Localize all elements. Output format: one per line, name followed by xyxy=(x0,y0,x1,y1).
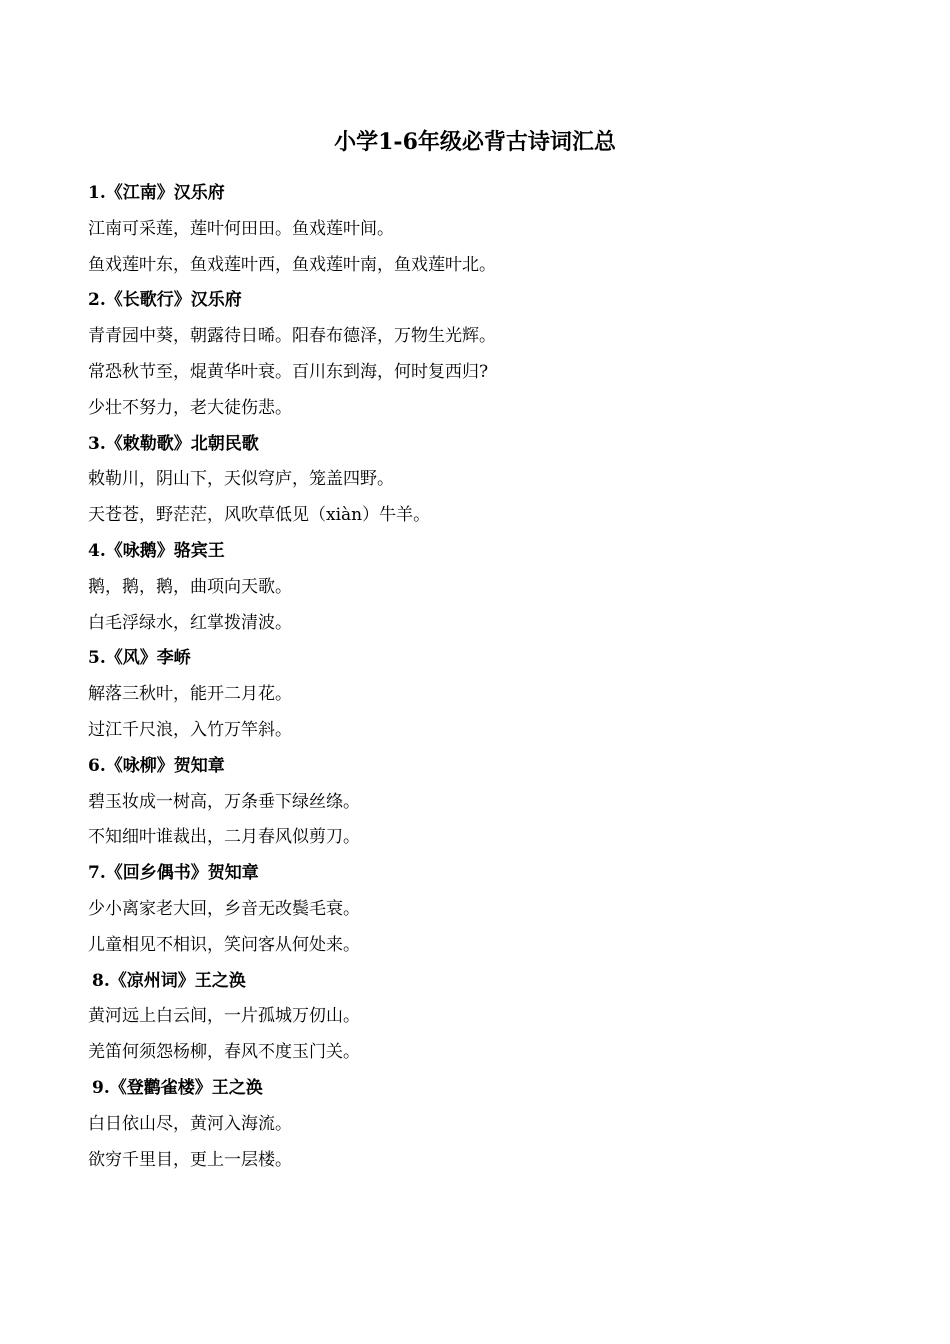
poem-line: 解落三秋叶，能开二月花。 xyxy=(88,684,292,705)
poem-2 xyxy=(88,283,888,426)
poem-8 xyxy=(88,964,888,1071)
poem-line: 天苍苍，野茫茫，风吹草低见（xiàn）牛羊。 xyxy=(88,505,431,526)
poem-line: 青青园中葵，朝露待日晞。阳春布德泽，万物生光辉。 xyxy=(88,326,496,347)
poem-line: 常恐秋节至，焜黄华叶衰。百川东到海，何时复西归? xyxy=(88,361,489,382)
poem-heading: 1.《江南》汉乐府 xyxy=(88,183,225,203)
poem-line: 白毛浮绿水，红掌拨清波。 xyxy=(88,612,292,633)
poem-line: 欲穷千里目，更上一层楼。 xyxy=(88,1149,292,1170)
poem-line: 少壮不努力，老大徒伤悲。 xyxy=(88,397,292,418)
poem-line: 敕勒川，阴山下，天似穹庐，笼盖四野。 xyxy=(88,469,394,490)
poem-line: 黄河远上白云间，一片孤城万仞山。 xyxy=(88,1006,360,1027)
poem-heading: 4.《咏鹅》骆宾王 xyxy=(88,540,225,561)
poem-line: 碧玉妆成一树高，万条垂下绿丝绦。 xyxy=(88,791,360,812)
poem-heading: 7.《回乡偶书》贺知章 xyxy=(88,863,259,884)
poem-line: 羌笛何须怨杨柳，春风不度玉门关。 xyxy=(88,1042,360,1063)
poem-heading: 9.《登鹳雀楼》王之涣 xyxy=(92,1077,263,1098)
poem-heading: 6.《咏柳》贺知章 xyxy=(88,755,225,776)
poem-line: 白日依山尽，黄河入海流。 xyxy=(88,1113,292,1134)
poem-7 xyxy=(88,856,888,963)
poem-line: 过江千尺浪，入竹万竿斜。 xyxy=(88,719,292,740)
document-title: 小学1-6年级必背古诗词汇总 xyxy=(334,129,616,155)
poem-heading: 3.《敕勒歌》北朝民歌 xyxy=(88,433,259,454)
poem-3 xyxy=(88,427,888,534)
poem-line: 江南可采莲，莲叶何田田。鱼戏莲叶间。 xyxy=(88,218,394,239)
poem-heading: 2.《长歌行》汉乐府 xyxy=(88,290,242,311)
poem-heading: 8.《凉州词》王之涣 xyxy=(92,970,246,991)
poem-6 xyxy=(88,749,888,856)
poem-9 xyxy=(88,1071,888,1178)
poem-line: 儿童相见不相识，笑问客从何处来。 xyxy=(88,934,360,955)
poem-5 xyxy=(88,641,888,748)
poem-heading: 5.《风》李峤 xyxy=(88,648,191,669)
poem-1 xyxy=(88,176,888,283)
poem-list xyxy=(88,176,888,1178)
poem-line: 鱼戏莲叶东，鱼戏莲叶西，鱼戏莲叶南，鱼戏莲叶北。 xyxy=(88,254,496,275)
poem-line: 不知细叶谁裁出，二月春风似剪刀。 xyxy=(88,827,360,848)
poem-line: 鹅，鹅，鹅，曲项向天歌。 xyxy=(88,576,292,597)
poem-line: 少小离家老大回，乡音无改鬓毛衰。 xyxy=(88,898,360,919)
poem-4 xyxy=(88,534,888,641)
